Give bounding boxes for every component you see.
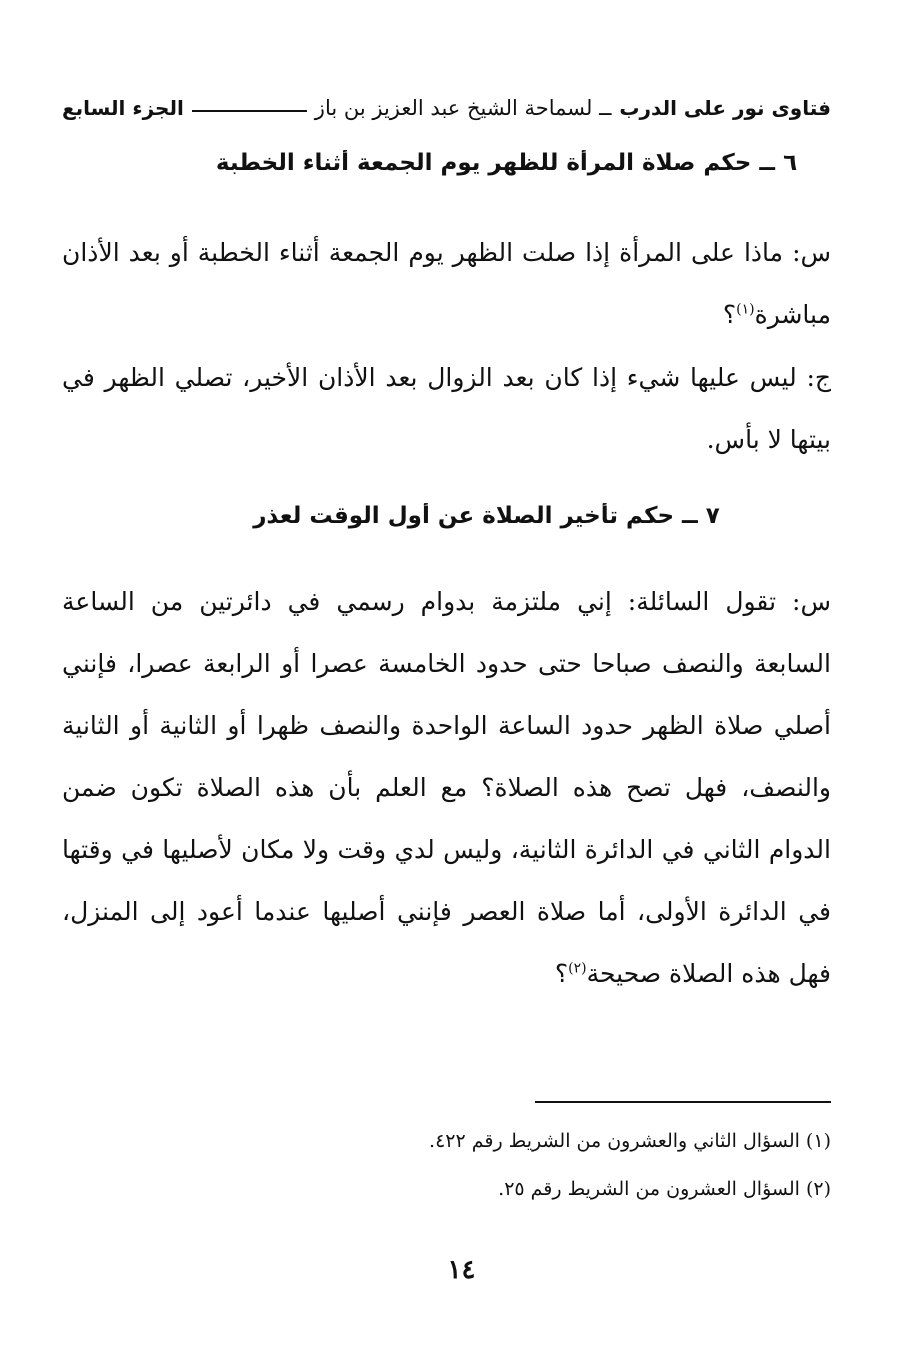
answer-marker: ج: (806, 363, 832, 392)
question-6 (62, 222, 831, 346)
section-heading-7: ٧ ــ حكم تأخير الصلاة عن أول الوقت لعذر (253, 503, 720, 529)
question-text: تقول السائلة: إني ملتزمة بدوام رسمي في دائرتين من الساعة السابعة والنصف صباحا حتى حدود الخامسة عصرا أو الرابعة عصرا، فإنني أصلي صلاة الظهر حدود الساعة الواحدة والنصف ظهرا أو الثانية أو الثانية والنصف، فهل تصح هذه الصلاة؟ مع العلم بأن هذه الصلاة تكون ضمن الدوام الثاني في الدائرة الثانية، وليس لدي وقت ولا مكان لأصليها في وقتها في الدائرة الأولى، أما صلاة العصر فإنني أصليها عندما أعود إلى المنزل، فهل هذه الصلاة صحيحة (62, 587, 831, 988)
volume-label: الجزء السابع (62, 96, 184, 120)
footnote-1: (١) السؤال الثاني والعشرون من الشريط رقم ٤٢٢. (429, 1130, 831, 1152)
question-7 (62, 571, 831, 1005)
footnote-ref-2: (٢) (568, 960, 587, 977)
footnote-ref-1: (١) (736, 301, 755, 318)
question-text: ماذا على المرأة إذا صلت الظهر يوم الجمعة أثناء الخطبة أو بعد الأذان مباشرة (62, 238, 831, 329)
footnote-separator (535, 1101, 831, 1103)
section-heading-6: ٦ ــ حكم صلاة المرأة للظهر يوم الجمعة أثناء الخطبة (215, 150, 798, 176)
footnote-2: (٢) السؤال العشرون من الشريط رقم ٢٥. (498, 1178, 831, 1200)
question-marker: س: (792, 587, 831, 616)
question-mark: ؟ (722, 300, 737, 329)
running-header (62, 88, 831, 128)
author-name: ــ لسماحة الشيخ عبد العزيز بن باز (314, 96, 612, 120)
question-mark: ؟ (554, 959, 569, 988)
header-rule (192, 110, 307, 112)
page-number: ١٤ (447, 1255, 476, 1285)
book-title: فتاوى نور على الدرب (619, 96, 831, 120)
question-marker: س: (792, 238, 832, 267)
answer-text: ليس عليها شيء إذا كان بعد الزوال بعد الأذان الأخير، تصلي الظهر في بيتها لا بأس. (62, 363, 831, 454)
answer-6 (62, 347, 831, 471)
